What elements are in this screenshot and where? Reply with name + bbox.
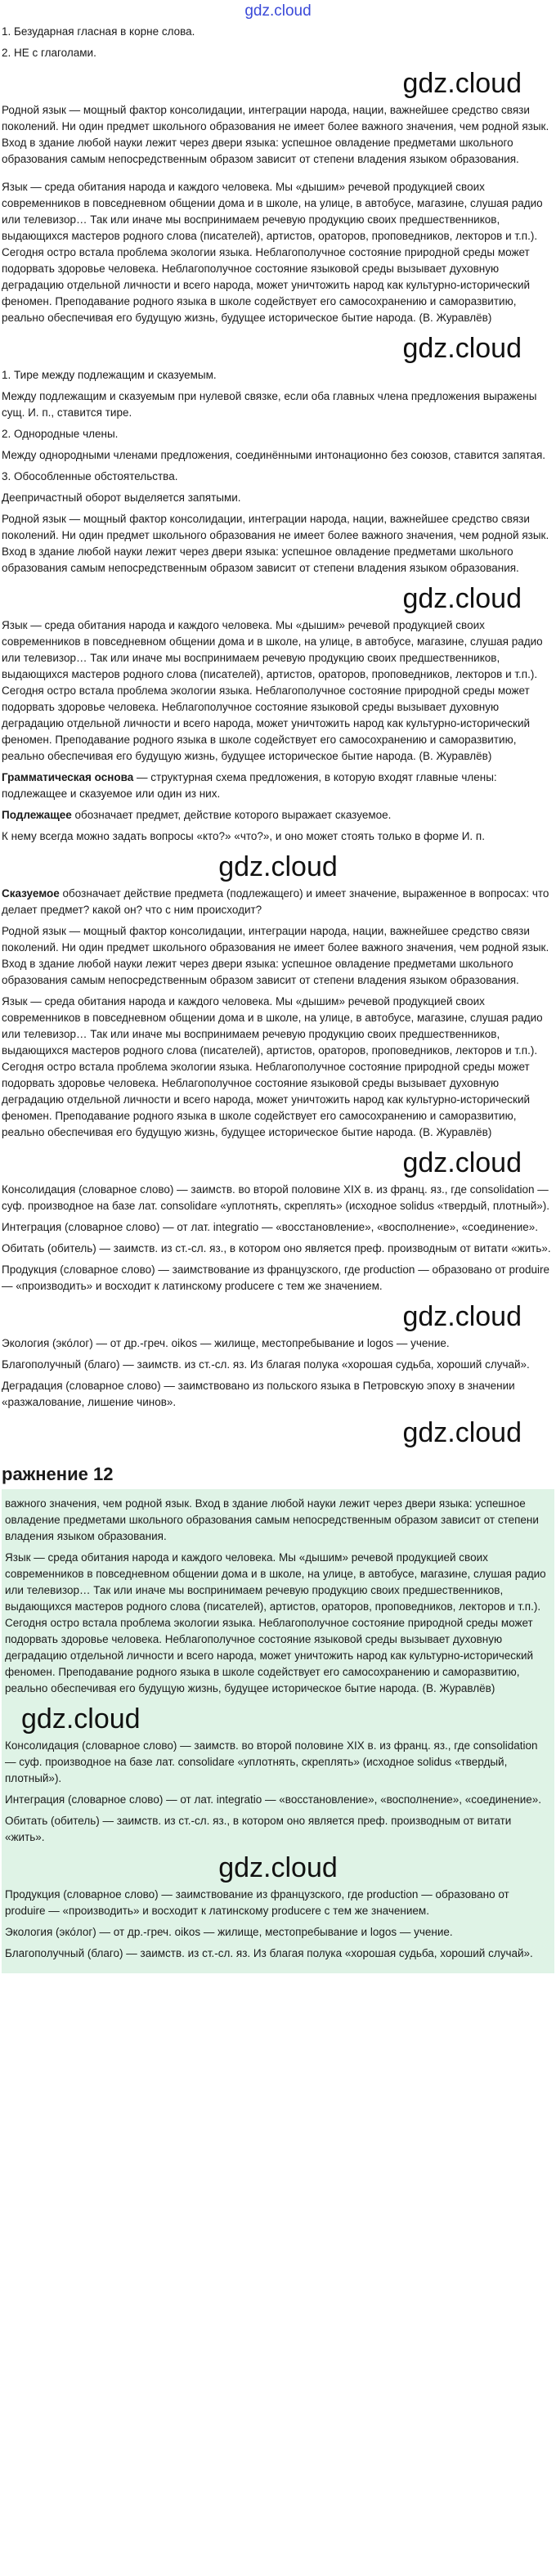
watermark: gdz.cloud (402, 1301, 522, 1332)
term: Грамматическая основа (2, 771, 134, 783)
rule-3-text: Деепричастный оборот выделяется запятыми. (2, 491, 241, 504)
definition: — структурная схема предложения, в которую входят главные члены: подлежащее и сказуемое или один из них. (2, 771, 497, 800)
list-item: 2. НЕ с глаголами. (2, 47, 96, 59)
definition: обозначает предмет, действие которого выражает сказуемое. (71, 809, 392, 821)
predicate-def (2, 886, 554, 918)
document-body (0, 24, 556, 1973)
vocab-item: Обитать (обитель) — заимств. из ст.-сл. яз., в котором оно является преф. производным от витати «жить». (2, 1242, 551, 1254)
vocab-item: Консолидация (словарное слово) — заимств. во второй половине XIX в. из франц. яз., где consolidation — суф. производное на базе лат. consolidare «уплотнять, скреплять» (исходное solidus «твердый, плотный»). (2, 1183, 550, 1212)
paragraph-intro-3: Родной язык — мощный фактор консолидации, интеграции народа, нации, важнейшее средство связи поколений. Ни один предмет школьного образования не имеет более важного значения, чем родной язык. Вход в здание любой науки лежит через двери языка: успешное овладение предметами школьного образования самым непосредственным образом зависит от степени владения языком образования. (2, 925, 549, 986)
vocab-item: Консолидация (словарное слово) — заимств. во второй половине XIX в. из франц. яз., где consolidation — суф. производное на базе лат. consolidare «уплотнять, скреплять» (исходное solidus «твердый, плотный»). (5, 1739, 538, 1784)
vocab-item: Деградация (словарное слово) — заимствовано из польского языка в Петровскую эпоху в значении «разжалование, лишение чинов». (2, 1380, 515, 1408)
vocab-item: Интеграция (словарное слово) — от лат. integratio — «восстановление», «восполнение», «соединение». (5, 1793, 542, 1806)
vocab-item: Обитать (обитель) — заимств. из ст.-сл. яз., в котором оно является преф. производным от витати «жить». (5, 1815, 512, 1843)
paragraph-habitat-2: Язык — среда обитания народа и каждого человека. Мы «дышим» речевой продукцией своих современников в повседневном общении дома и в школе, на улице, в автобусе, магазине, слушая радио или телевизор… Так или иначе мы воспринимаем речевую продукцию своих предшественников, выдающихся мастеров родного слова (писателей), артистов, ораторов, проповедников, лекторов и т.п.). Сегодня остро встала проблема экологии языка. Неблагополучное состояние природной среды может подорвать здоровье человека. Неблагополучное состояние языковой среды вызывает духовную деградацию отдельной личности и всего народа, может уничтожить народ как культурно-исторический феномен. Преподавание родного языка в школе содействует его самосохранению и саморазвитию, реально обеспечивая его будущую жизнь, будущее историческое бытие народа. (В. Журавлёв) (2, 619, 543, 762)
watermark: gdz.cloud (402, 1417, 522, 1448)
rule-1-text: Между подлежащим и сказуемым при нулевой связке, если оба главных члена предложения выражены сущ. И. п., ставится тире. (2, 390, 537, 419)
vocab-item: Интеграция (словарное слово) — от лат. integratio — «восстановление», «восполнение», «соединение». (2, 1221, 539, 1233)
vocab-item: Продукция (словарное слово) — заимствование из французского, где production — образовано от produire — «производить» и восходит к латинскому producere с тем же значением. (5, 1888, 509, 1917)
paragraph-habitat-green: Язык — среда обитания народа и каждого человека. Мы «дышим» речевой продукцией своих современников в повседневном общении дома и в школе, на улице, в автобусе, магазине, слушая радио или телевизор… Так или иначе мы воспринимаем речевую продукцию своих предшественников, выдающихся мастеров родного слова (писателей), артистов, ораторов, проповедников, лекторов и т.п.). Сегодня остро встала проблема экологии языка. Неблагополучное состояние природной среды может подорвать здоровье человека. Неблагополучное состояние языковой среды вызывает духовную деградацию отдельной личности и всего народа, может уничтожить народ как культурно-исторический феномен. Преподавание родного языка в школе содействует его самосохранению и саморазвитию, реально обеспечивая его будущую жизнь, будущее историческое бытие народа. (В. Журавлёв) (5, 1551, 546, 1694)
watermark: gdz.cloud (21, 1703, 141, 1735)
watermark: gdz.cloud (402, 1147, 522, 1178)
solution-block (2, 1489, 554, 1973)
exercise-title: ражнение 12 (2, 1464, 114, 1484)
term: Сказуемое (2, 887, 60, 900)
rule-2-title: 2. Однородные члены. (2, 428, 119, 440)
watermark: gdz.cloud (402, 583, 522, 614)
watermark: gdz.cloud (218, 1852, 338, 1883)
list-item: 1. Безударная гласная в корне слова. (2, 25, 195, 38)
watermark: gdz.cloud (218, 851, 338, 882)
grammar-basis (2, 770, 554, 802)
paragraph-intro-green: важного значения, чем родной язык. Вход в здание любой науки лежит через двери языка: успешное овладение предметами школьного образования самым непосредственным образом зависит от степени владения языком образования. (5, 1497, 539, 1542)
definition: обозначает действие предмета (подлежащего) и имеет значение, выраженное в вопросах: что делает предмет? какой он? что с ним происходит? (2, 887, 549, 916)
paragraph-intro-2: Родной язык — мощный фактор консолидации, интеграции народа, нации, важнейшее средство связи поколений. Ни один предмет школьного образования не имеет более важного значения, чем родной язык. Вход в здание любой науки лежит через двери языка: успешное овладение предметами школьного образования самым непосредственным образом зависит от степени владения языком образования. (2, 513, 549, 574)
rule-3-title: 3. Обособленные обстоятельства. (2, 470, 178, 482)
rule-1-title: 1. Тире между подлежащим и сказуемым. (2, 369, 217, 381)
term: Подлежащее (2, 809, 72, 821)
site-link[interactable]: gdz.cloud (244, 2, 312, 20)
rule-2-text: Между однородными членами предложения, соединёнными интонационно без союзов, ставится запятая. (2, 449, 546, 461)
vocab-item: Благополучный (благо) — заимств. из ст.-сл. яз. Из благая полука «хорошая судьба, хороший случай». (2, 1358, 530, 1371)
watermark: gdz.cloud (402, 333, 522, 364)
paragraph-intro: Родной язык — мощный фактор консолидации, интеграции народа, нации, важнейшее средство связи поколений. Ни один предмет школьного образования не имеет более важного значения, чем родной язык. Вход в здание любой науки лежит через двери языка: успешное овладение предметами школьного образования самым непосредственным образом зависит от степени владения языком образования. (2, 104, 549, 165)
paragraph-habitat: Язык — среда обитания народа и каждого человека. Мы «дышим» речевой продукцией своих современников в повседневном общении дома и в школе, на улице, в автобусе, магазине, слушая радио или телевизор… Так или иначе мы воспринимаем речевую продукцию своих предшественников, выдающихся мастеров родного слова (писателей), артистов, ораторов, проповедников, лекторов и т.п.). Сегодня остро встала проблема экологии языка. Неблагополучное состояние природной среды может подорвать здоровье человека. Неблагополучное состояние языковой среды вызывает духовную деградацию отдельной личности и всего народа, может уничтожить народ как культурно-исторический феномен. Преподавание родного языка в школе содействует его самосохранению и саморазвитию, реально обеспечивая его будущую жизнь, будущее историческое бытие народа. (В. Журавлёв) (2, 181, 543, 324)
vocab-item: Экология (экóлог) — от др.-греч. oikos — жилище, местопребывание и logos — учение. (5, 1926, 453, 1938)
vocab-item: Продукция (словарное слово) — заимствование из французского, где production — образовано от produire — «производить» и восходит к латинскому producere с тем же значением. (2, 1263, 550, 1292)
subject-def (2, 807, 554, 824)
watermark: gdz.cloud (402, 68, 522, 99)
vocab-item: Экология (экóлог) — от др.-греч. oikos — жилище, местопребывание и logos — учение. (2, 1337, 450, 1349)
paragraph-habitat-3: Язык — среда обитания народа и каждого человека. Мы «дышим» речевой продукцией своих современников в повседневном общении дома и в школе, на улице, в автобусе, магазине, слушая радио или телевизор… Так или иначе мы воспринимаем речевую продукцию своих предшественников, выдающихся мастеров родного слова (писателей), артистов, ораторов, проповедников, лекторов и т.п.). Сегодня остро встала проблема экологии языка. Неблагополучное состояние природной среды может подорвать здоровье человека. Неблагополучное состояние языковой среды вызывает духовную деградацию отдельной личности и всего народа, может уничтожить народ как культурно-исторический феномен. Преподавание родного языка в школе содействует его самосохранению и саморазвитию, реально обеспечивая его будущую жизнь, будущее историческое бытие народа. (В. Журавлёв) (2, 995, 543, 1138)
vocab-item: Благополучный (благо) — заимств. из ст.-сл. яз. Из благая полука «хорошая судьба, хороший случай». (5, 1947, 533, 1959)
subject-questions: К нему всегда можно задать вопросы «кто?» «что?», и оно может стоять только в форме И. п. (2, 830, 485, 842)
